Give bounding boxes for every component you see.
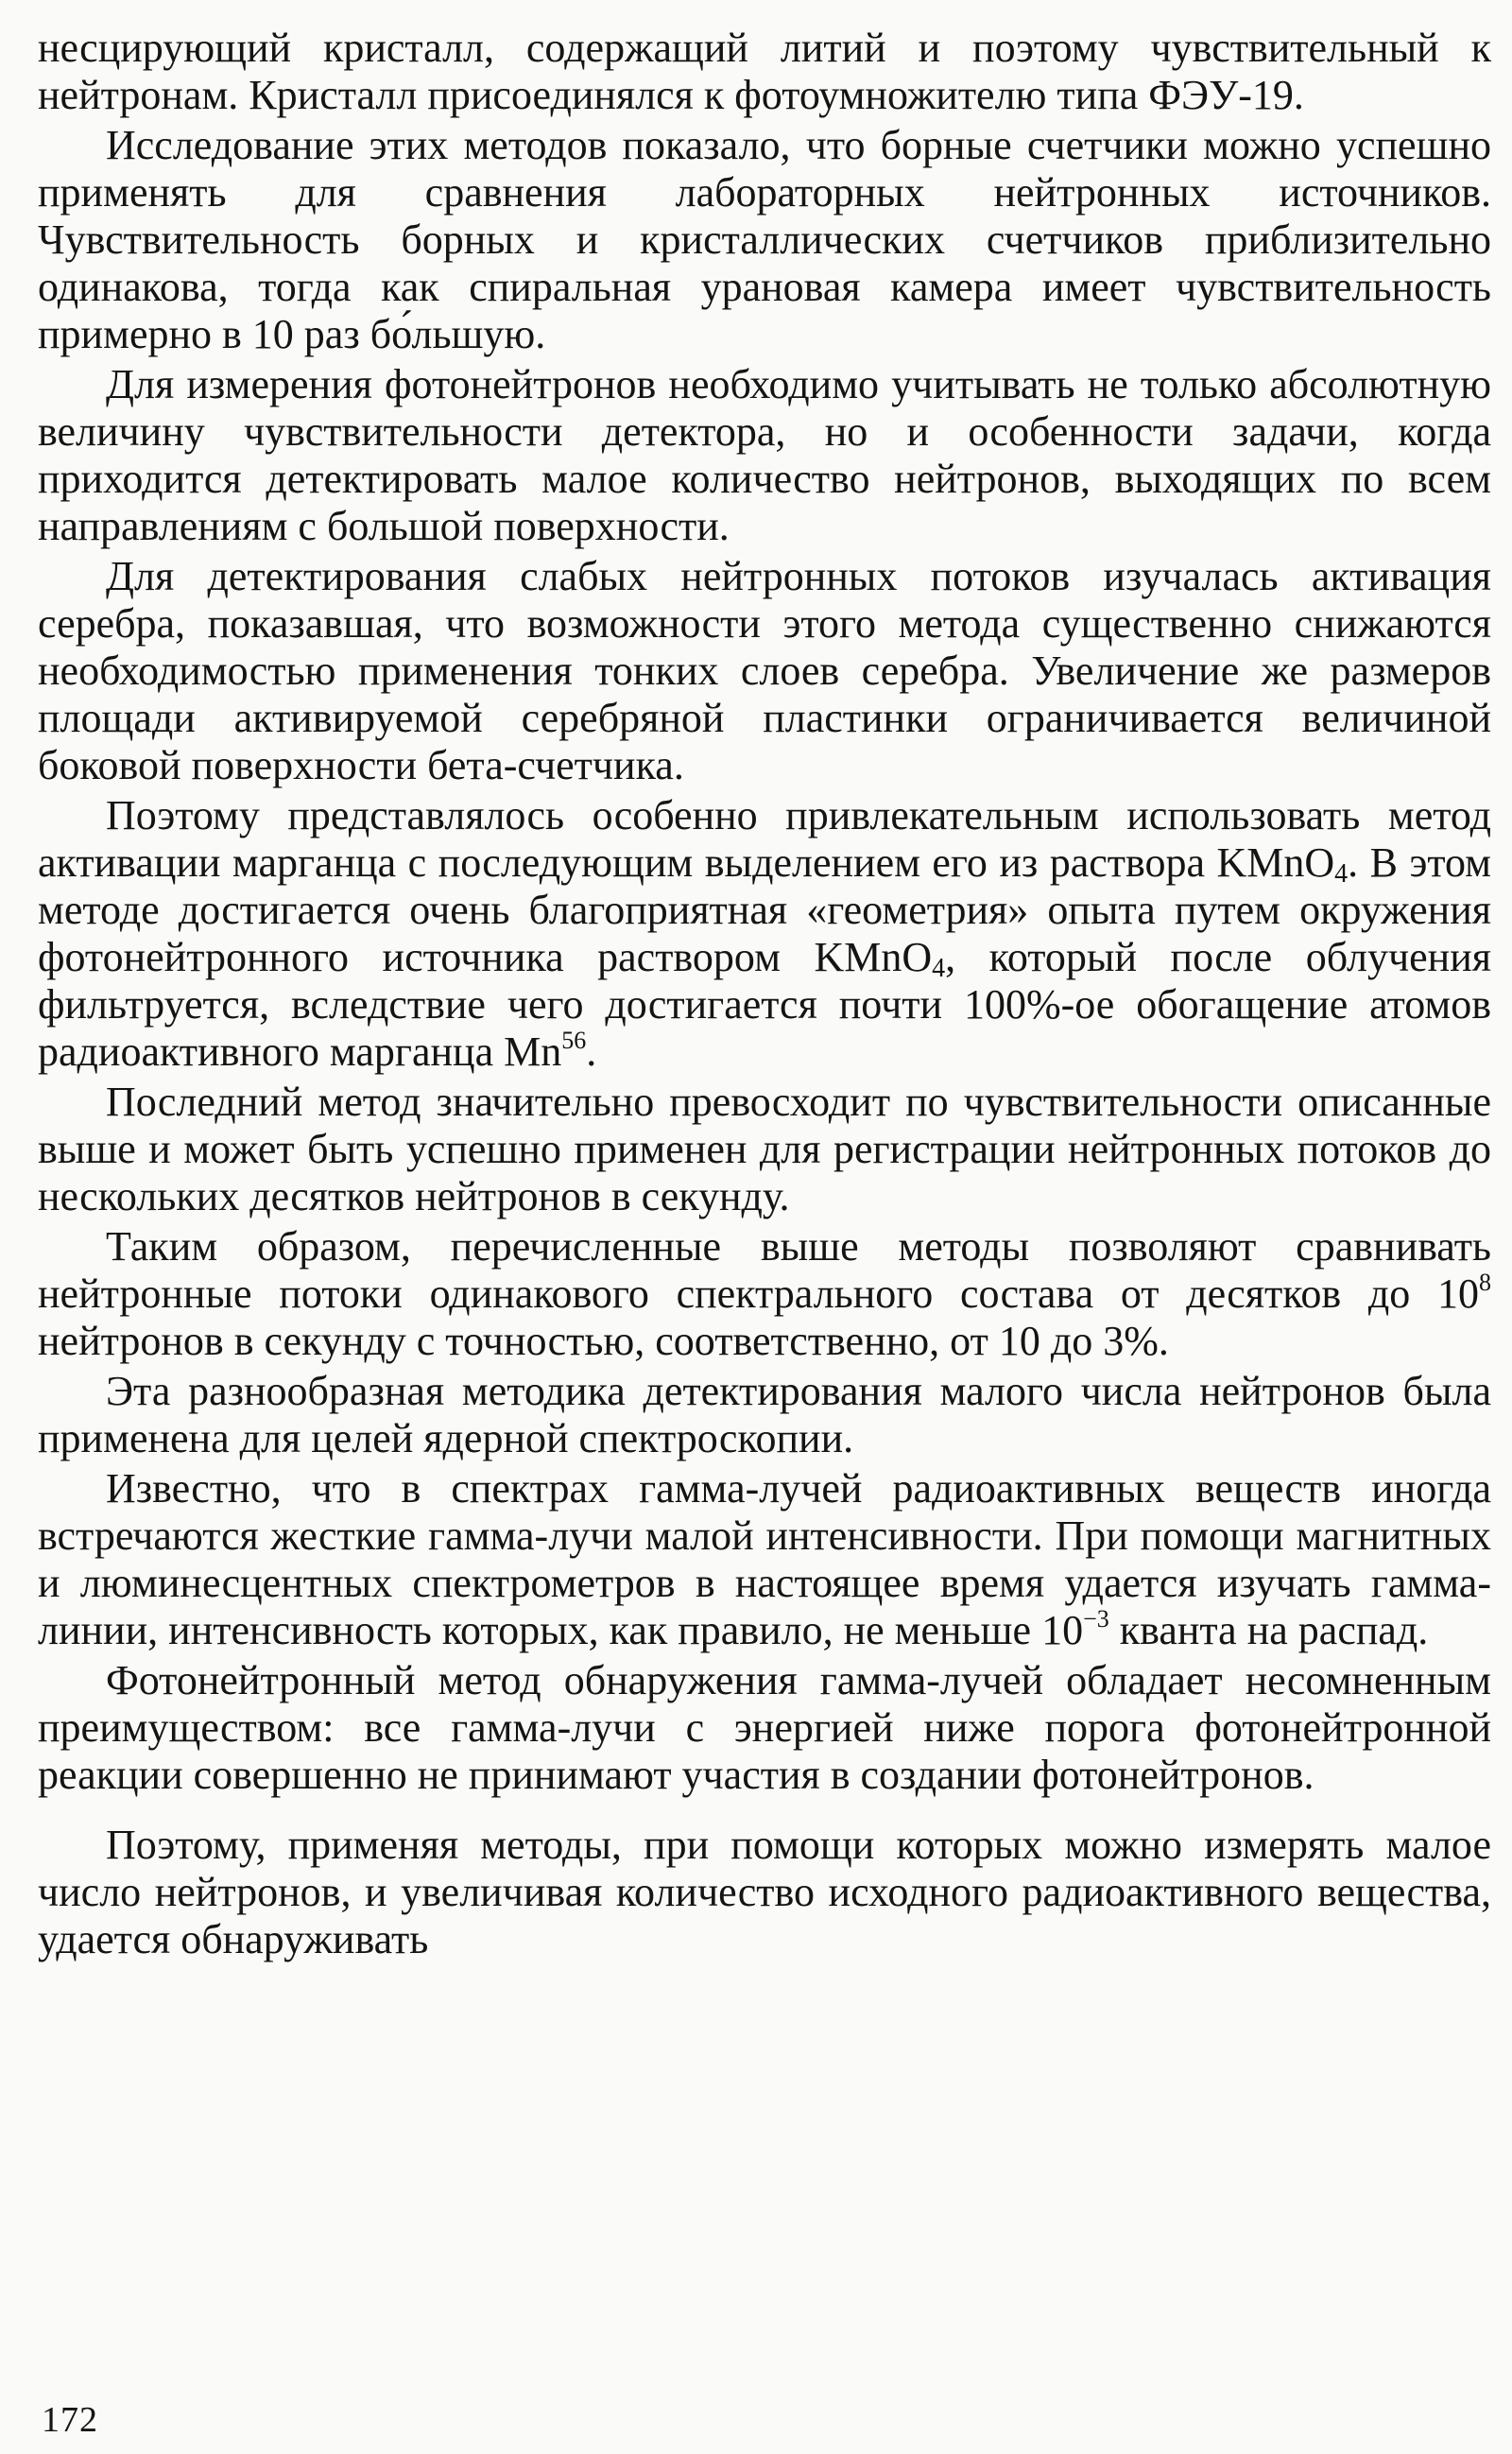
paragraph: [38, 792, 1491, 1076]
superscript-text: −3: [1083, 1605, 1109, 1633]
paragraph-text: Для детектирования слабых нейтронных потоков изучалась активация серебра, показавшая, что возможности этого метода существенно снижаются необходимостью применения тонких слоев серебра. Увеличение же размеров площади активируемой серебряной пластинки ограничивается величиной боковой поверхности бета-счетчика.: [38, 553, 1491, 788]
paragraph-text: несцирующий кристалл, содержащий литий и поэтому чувствительный к нейтронам. Кристалл присоединялся к фотоумножителю типа ФЭУ-19.: [38, 25, 1491, 118]
paragraph: [38, 1465, 1491, 1654]
paragraph-text: Поэтому, применяя методы, при помощи которых можно измерять малое число нейтронов, и увеличивая количество исходного радиоактивного вещества, удается обнаруживать: [38, 1822, 1491, 1962]
paragraph: [38, 1822, 1491, 1963]
page-number: 172: [42, 2400, 98, 2440]
paragraph-text: нейтронов в секунду с точностью, соответственно, от 10 до 3%.: [38, 1318, 1169, 1364]
paragraph-text: кванта на распад.: [1108, 1607, 1429, 1653]
paragraph-text: , который после облучения фильтруется, вследствие чего достигается почти 100%-ое обогащение атомов радиоактивного марганца Mn: [38, 934, 1491, 1075]
paragraph-text: Эта разнообразная методика детектирования малого числа нейтронов была применена для целей ядерной спектроскопии.: [38, 1368, 1491, 1461]
paragraph: [38, 25, 1491, 119]
paragraph-text: Таким образом, перечисленные выше методы позволяют сравнивать нейтронные потоки одинакового спектрального состава от десятков до 10: [38, 1223, 1491, 1317]
paragraph-text: .: [586, 1028, 597, 1075]
superscript-text: 56: [561, 1027, 587, 1054]
body-text: [38, 25, 1491, 1963]
paragraph-text: Поэтому представлялось особенно привлекательным использовать метод активации марганца с последующим выделением его из раствора KMnO: [38, 792, 1491, 886]
paragraph: [38, 1079, 1491, 1220]
paragraph: [38, 1368, 1491, 1462]
subscript-text: 4: [932, 954, 946, 983]
paragraph-text: Для измерения фотонейтронов необходимо учитывать не только абсолютную величину чувствительности детектора, но и особенности задачи, когда приходится детектировать малое количество нейтронов, выходящих по всем направлениям с большой поверхности.: [38, 361, 1491, 549]
paragraph: [38, 553, 1491, 789]
paragraph-text: Известно, что в спектрах гамма-лучей радиоактивных веществ иногда встречаются жесткие гамма-лучи малой интенсивности. При помощи магнитных и люминесцентных спектрометров в настоящее время удается изучать гамма-линии, интенсивность которых, как правило, не меньше 10: [38, 1465, 1491, 1653]
paragraph: [38, 1223, 1491, 1365]
paragraph: [38, 1657, 1491, 1799]
paragraph-text: Исследование этих методов показало, что борные счетчики можно успешно применять для сравнения лабораторных нейтронных источников. Чувствительность борных и кристаллических счетчиков приблизительно одинакова, тогда как спиральная урановая камера имеет чувствительность примерно в 10 раз бо́льшую.: [38, 122, 1491, 357]
paragraph-text: Фотонейтронный метод обнаружения гамма-лучей обладает несомненным преимуществом: все гамма-лучи с энергией ниже порога фотонейтронной реакции совершенно не принимают участия в создании фотонейтронов.: [38, 1657, 1491, 1798]
paragraph-text: Последний метод значительно превосходит по чувствительности описанные выше и может быть успешно применен для регистрации нейтронных потоков до нескольких десятков нейтронов в секунду.: [38, 1079, 1491, 1219]
subscript-text: 4: [1334, 859, 1349, 889]
paragraph: [38, 122, 1491, 358]
superscript-text: 8: [1479, 1269, 1491, 1296]
paragraph-text: . В этом методе достигается очень благоприятная «геометрия» опыта путем окружения фотонейтронного источника раствором KMnO: [38, 839, 1491, 980]
paragraph: [38, 361, 1491, 550]
